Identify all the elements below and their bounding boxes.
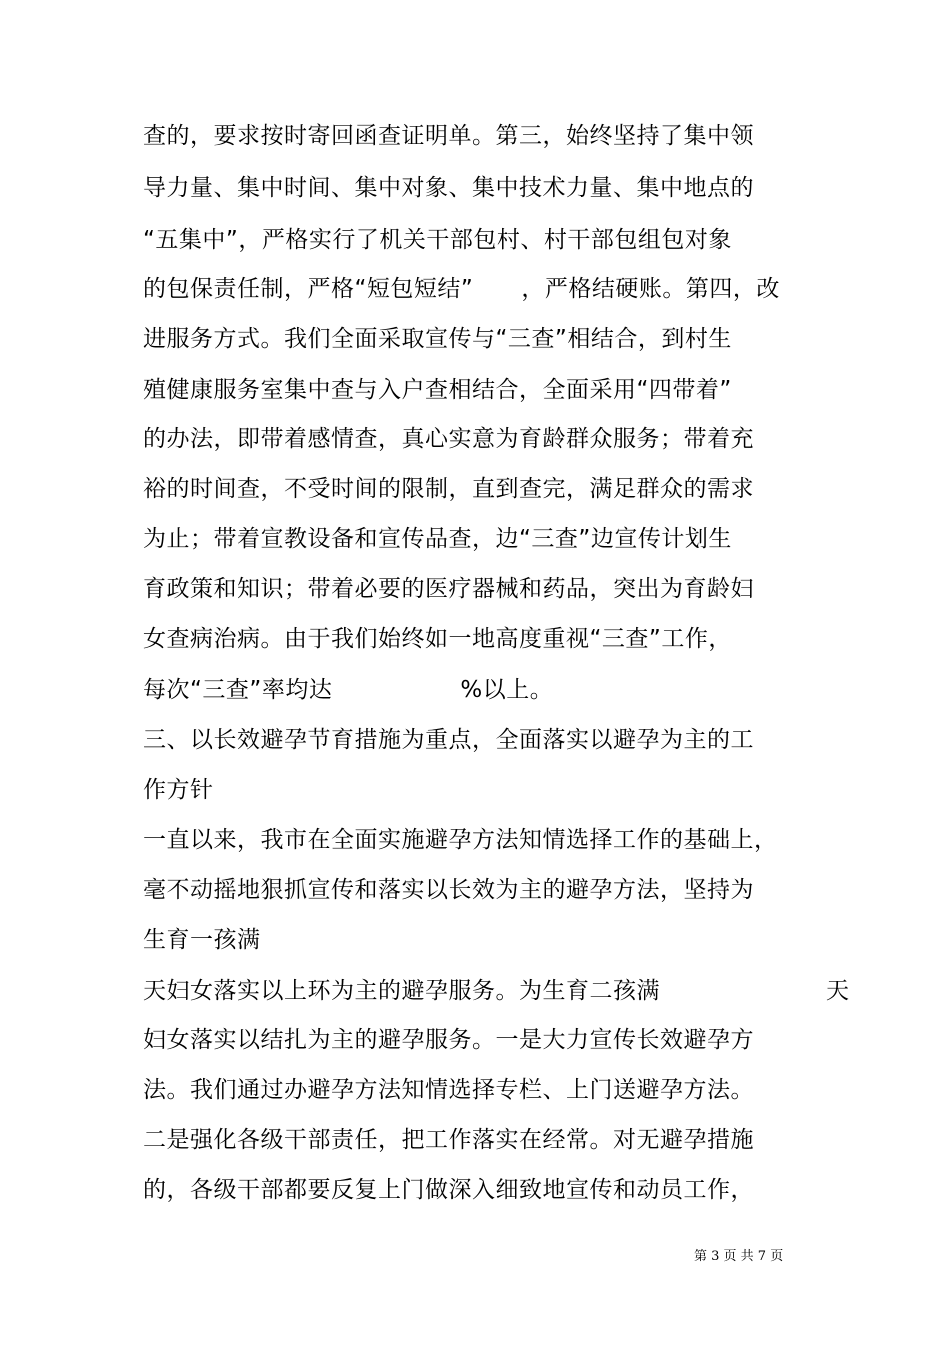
text-line-20: 的，各级干部都要反复上门做深入细致地宣传和动员工作， [143,1177,754,1203]
text-line-9: 为止；带着宣教设备和宣传品查，边“三查”边宣传计划生 [143,526,732,552]
text-line-10: 育政策和知识；带着必要的医疗器械和药品，突出为育龄妇 [143,576,754,602]
section-heading-line-2: 作方针 [143,777,214,803]
section-heading-line-1: 三、以长效避孕节育措施为重点，全面落实以避孕为主的工 [143,727,754,753]
text-line-14: 毫不动摇地狠抓宣传和落实以长效为主的避孕方法，坚持为 [143,877,754,903]
text-line-16-part-2: 天 [826,978,850,1004]
text-line-16-part-1: 天妇女落实以上环为主的避孕服务。为生育二孩满 [143,978,660,1004]
text-line-15: 生育一孩满 [143,927,261,953]
text-line-4 [143,274,780,304]
text-line-7: 的办法，即带着感情查，真心实意为育龄群众服务；带着充 [143,426,754,452]
text-line-2: 导力量、集中时间、集中对象、集中技术力量、集中地点的 [143,175,754,201]
text-line-12 [143,675,553,705]
text-line-12-part-2: %以上。 [460,677,554,703]
text-line-1: 查的，要求按时寄回函查证明单。第三，始终坚持了集中领 [143,123,754,149]
text-line-17: 妇女落实以结扎为主的避孕服务。一是大力宣传长效避孕方 [143,1027,754,1053]
text-line-6: 殖健康服务室集中查与入户查相结合，全面采用“四带着” [143,377,732,403]
text-line-16 [143,976,850,1006]
text-line-19: 二是强化各级干部责任，把工作落实在经常。对无避孕措施 [143,1127,754,1153]
text-line-4-part-1: 的包保责任制，严格“短包短结” [143,276,474,302]
text-line-13: 一直以来，我市在全面实施避孕方法知情选择工作的基础上， [143,827,778,853]
text-line-12-part-1: 每次“三查”率均达 [143,677,333,703]
text-line-4-part-2: ，严格结硬账。第四，改 [521,276,780,302]
text-line-18: 法。我们通过办避孕方法知情选择专栏、上门送避孕方法。 [143,1077,754,1103]
text-line-8: 裕的时间查，不受时间的限制，直到查完，满足群众的需求 [143,476,754,502]
text-line-3: “五集中”，严格实行了机关干部包村、村干部包组包对象 [143,227,732,253]
text-line-5: 进服务方式。我们全面采取宣传与“三查”相结合，到村生 [143,326,732,352]
page-number-footer: 第 3 页 共 7 页 [694,1249,784,1264]
text-line-11: 女查病治病。由于我们始终如一地高度重视“三查”工作， [143,626,732,652]
